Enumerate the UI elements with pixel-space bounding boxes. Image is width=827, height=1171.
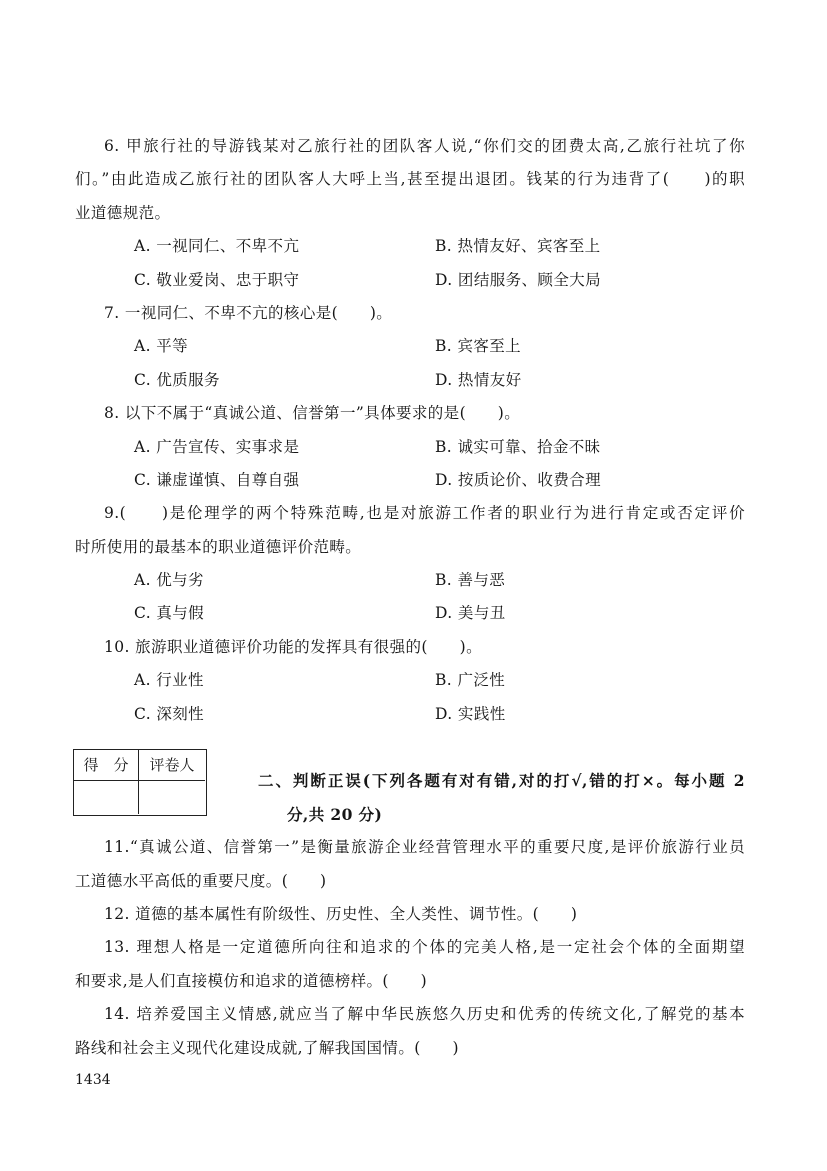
- section-heading-line: 分,共 20 分): [287, 804, 383, 824]
- option-d: D. 美与丑: [435, 604, 506, 623]
- option-c: C. 谦虚谨慎、自尊自强: [134, 470, 300, 489]
- section-heading-line: 二、判断正误(下列各题有对有错,对的打√,错的打×。每小题 2: [258, 771, 745, 791]
- option-a: A. 优与劣: [134, 571, 204, 590]
- option-row: [75, 364, 745, 397]
- question-text-line: 6. 甲旅行社的导游钱某对乙旅行社的团队客人说,“你们交的团费太高,乙旅行社坑了你: [104, 137, 745, 155]
- question-text-line: 时所使用的最基本的职业道德评价范畴。: [75, 537, 362, 556]
- question-text-line: 9.( )是伦理学的两个特殊范畴,也是对旅游工作者的职业行为进行肯定或否定评价: [104, 504, 745, 523]
- question-text-line: 们。”由此造成乙旅行社的团队客人大呼上当,甚至提出退团。钱某的行为违背了( )的职: [75, 170, 745, 189]
- option-d: D. 按质论价、收费合理: [435, 470, 602, 489]
- choice-question-8: [75, 397, 745, 497]
- score-box: [73, 749, 207, 816]
- option-b: B. 诚实可靠、拾金不昧: [435, 437, 601, 456]
- option-c: C. 优质服务: [134, 370, 220, 389]
- choice-question-9: [75, 497, 745, 631]
- page-number: 1434: [75, 1072, 111, 1088]
- judgment-question-14: [75, 998, 745, 1065]
- question-text-line: 工道德水平高低的重要尺度。( ): [75, 871, 327, 890]
- option-row: [75, 564, 745, 597]
- question-text-line: 7. 一视同仁、不卑不亢的核心是( )。: [104, 303, 393, 322]
- option-row: [75, 431, 745, 464]
- option-a: A. 平等: [134, 337, 189, 356]
- option-row: [75, 698, 745, 731]
- option-d: D. 实践性: [435, 704, 506, 723]
- option-c: C. 深刻性: [134, 704, 205, 723]
- grader-label: 评卷人: [139, 750, 205, 781]
- question-text-line: 12. 道德的基本属性有阶级性、历史性、全人类性、调节性。( ): [104, 904, 578, 923]
- question-text-line: 业道德规范。: [75, 203, 171, 222]
- question-text-line: 和要求,是人们直接模仿和追求的道德榜样。( ): [75, 971, 428, 990]
- option-row: [75, 230, 745, 263]
- option-a: A. 一视同仁、不卑不亢: [134, 237, 300, 256]
- option-row: [75, 264, 745, 297]
- option-d: D. 团结服务、顾全大局: [435, 270, 602, 289]
- option-c: C. 敬业爱岗、忠于职守: [134, 270, 300, 289]
- question-text-line: 10. 旅游职业道德评价功能的发挥具有很强的( )。: [104, 637, 482, 656]
- option-b: B. 宾客至上: [435, 337, 522, 356]
- question-text-line: 14. 培养爱国主义情感,就应当了解中华民族悠久历史和优秀的传统文化,了解党的基本: [104, 1005, 745, 1024]
- judgment-question-12: [75, 898, 745, 931]
- choice-question-7: [75, 297, 745, 397]
- question-text-line: 8. 以下不属于“真诚公道、信誉第一”具体要求的是( )。: [104, 404, 521, 423]
- grader-cell-empty: [139, 781, 205, 814]
- score-label: 得 分: [74, 750, 139, 781]
- option-b: B. 广泛性: [435, 671, 506, 690]
- option-row: [75, 464, 745, 497]
- option-a: A. 行业性: [134, 671, 204, 690]
- option-b: B. 善与恶: [435, 571, 506, 590]
- option-d: D. 热情友好: [435, 370, 522, 389]
- question-content: [75, 130, 745, 1065]
- question-text-line: 11.“真诚公道、信誉第一”是衡量旅游企业经营管理水平的重要尺度,是评价旅游行业员: [104, 838, 745, 857]
- question-text-line: 13. 理想人格是一定道德所向往和追求的个体的完美人格,是一定社会个体的全面期望: [104, 938, 745, 957]
- option-a: A. 广告宣传、实事求是: [134, 437, 300, 456]
- option-b: B. 热情友好、宾客至上: [435, 237, 601, 256]
- judgment-question-11: [75, 831, 745, 898]
- option-row: [75, 664, 745, 697]
- score-cell-empty: [74, 781, 139, 814]
- choice-question-10: [75, 631, 745, 731]
- question-text-line: 路线和社会主义现代化建设成就,了解我国国情。( ): [75, 1038, 459, 1057]
- judgment-question-13: [75, 931, 745, 998]
- choice-question-6: [75, 130, 745, 297]
- option-c: C. 真与假: [134, 604, 205, 623]
- option-row: [75, 597, 745, 630]
- option-row: [75, 330, 745, 363]
